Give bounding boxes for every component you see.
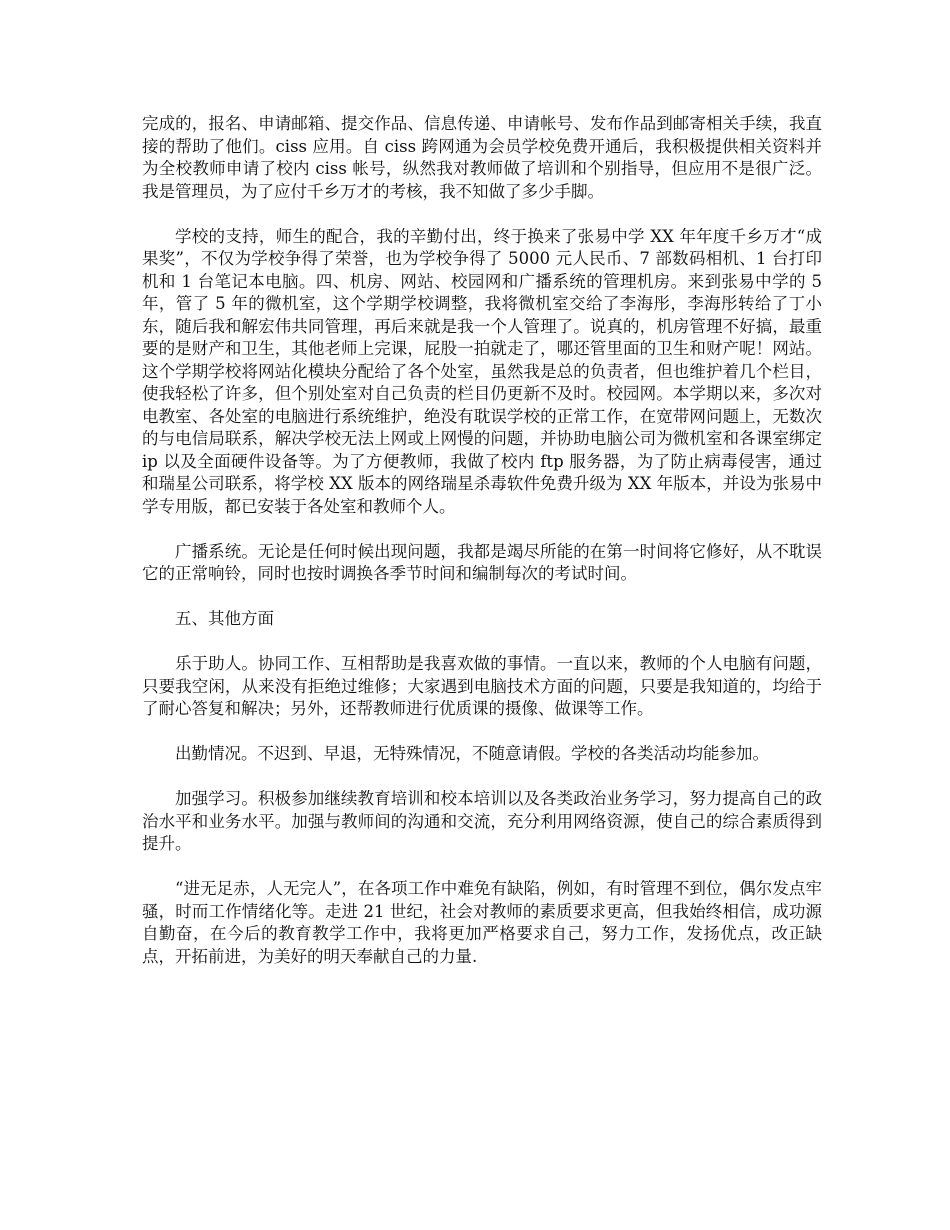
section-heading-other-aspects: 五、其他方面	[175, 609, 274, 628]
paragraph-learning: 加强学习。积极参加继续教育培训和校本培训以及各类政治业务学习，努力提高自己的政治水平和业务水平。加强与教师间的沟通和交流，充分利用网络资源，使自己的综合素质得到提升。	[142, 789, 822, 853]
paragraph-helping-others: 乐于助人。协同工作、互相帮助是我喜欢做的事情。一直以来，教师的个人电脑有问题，只要我空闲，从来没有拒绝过维修；大家遇到电脑技术方面的问题，只要是我知道的，均给于了耐心答复和解决；另外，还帮教师进行优质课的摄像、做课等工作。	[142, 654, 822, 718]
paragraph-attendance: 出勤情况。不迟到、早退，无特殊情况，不随意请假。学校的各类活动均能参加。	[175, 744, 769, 763]
document-body	[142, 113, 822, 968]
paragraph-conclusion: “进无足赤，人无完人”，在各项工作中难免有缺陷，例如，有时管理不到位，偶尔发点牢骚，时而工作情绪化等。走进 21 世纪，社会对教师的素质要求更高，但我始终相信，成功源自勤奋，在今后的教育教学工作中，我将更加严格要求自己，努力工作，发扬优点，改正缺点，开拓前进，为美好的明天奉献自己的力量.	[142, 879, 822, 966]
paragraph-broadcast-system: 广播系统。无论是任何时候出现问题，我都是竭尽所能的在第一时间将它修好，从不耽误它的正常响铃，同时也按时调换各季节时间和编制每次的考试时间。	[142, 541, 822, 583]
paragraph-continuation: 完成的，报名、申请邮箱、提交作品、信息传递、申请帐号、发布作品到邮寄相关手续，我直接的帮助了他们。ciss 应用。自 ciss 跨网通为会员学校免费开通后，我积极提供相关资料并为全校教师申请了校内 ciss 帐号，纵然我对教师做了培训和个别指导，但应用不是很广泛。我是管理员，为了应付千乡万才的考核，我不知做了多少手脚。	[142, 114, 822, 201]
paragraph-school-support: 学校的支持，师生的配合，我的辛勤付出，终于换来了张易中学 XX 年年度千乡万才“成果奖”，不仅为学校争得了荣誉，也为学校争得了 5000 元人民币、7 部数码相机、1 台打印机和 1 台笔记本电脑。四、机房、网站、校园网和广播系统的管理机房。来到张易中学的 5 年，管了 5 年的微机室，这个学期学校调整，我将微机室交给了李海彤，李海彤转给了丁小东，随后我和解宏伟共同管理，再后来就是我一个人管理了。说真的，机房管理不好搞，最重要的是财产和卫生，其他老师上完课，屁股一拍就走了，哪还管里面的卫生和财产呢！网站。这个学期学校将网站化模块分配给了各个处室，虽然我是总的负责者，但也维护着几个栏目，使我轻松了许多，但个别处室对自己负责的栏目仍更新不及时。校园网。本学期以来，多次对电教室、各处室的电脑进行系统维护，绝没有耽误学校的正常工作，在宽带网问题上，无数次的与电信局联系，解决学校无法上网或上网慢的问题，并协助电脑公司为微机室和各课室绑定 ip 以及全面硬件设备等。为了方便教师，我做了校内 ftp 服务器，为了防止病毒侵害，通过和瑞星公司联系，将学校 XX 版本的网络瑞星杀毒软件免费升级为 XX 年版本，并设为张易中学专用版，都已安装于各处室和教师个人。	[142, 226, 822, 516]
